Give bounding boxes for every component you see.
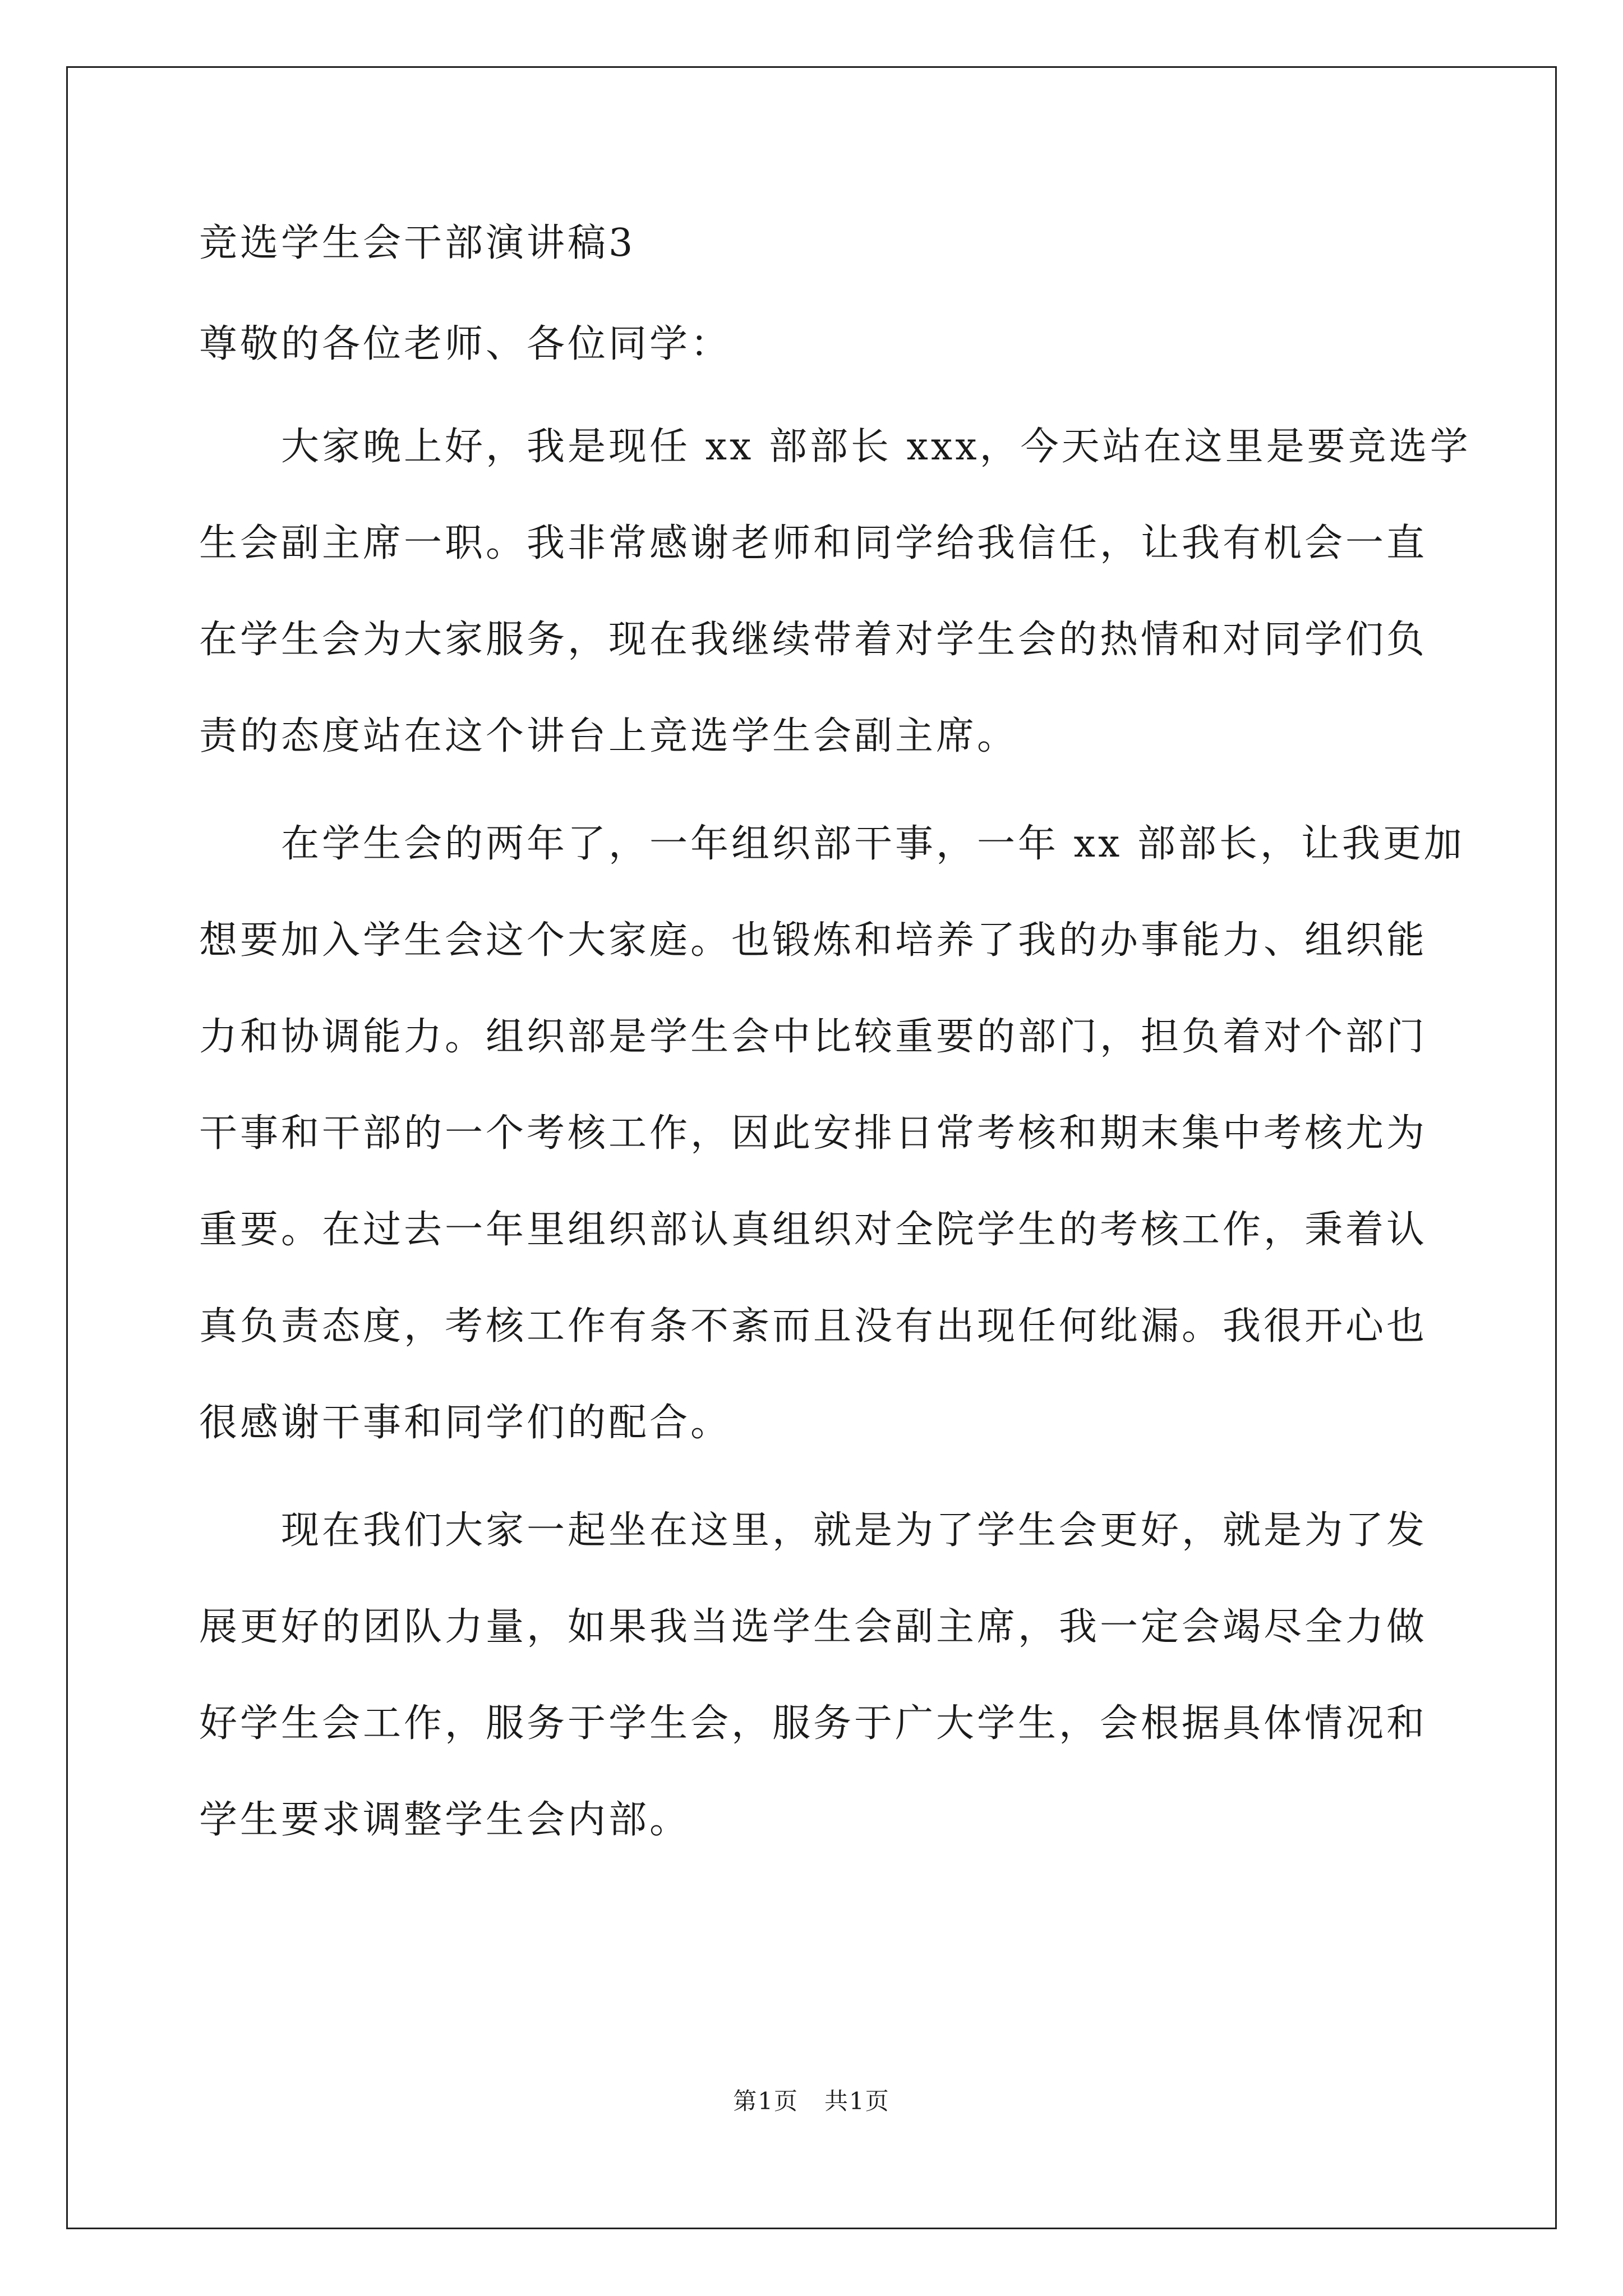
- paragraph-1: [199, 425, 1471, 758]
- document-body: [199, 221, 1471, 1898]
- paragraph-3: [199, 1508, 1428, 1842]
- paragraph-line: 现在我们大家一起坐在这里，就是为了学生会更好，就是为了发: [281, 1508, 1428, 1553]
- paragraph-line: 想要加入学生会这个大家庭。也锻炼和培养了我的办事能力、组织能: [199, 918, 1428, 963]
- salutation: 尊敬的各位老师、各位同学：: [199, 322, 732, 366]
- paragraph-line: 干事和干部的一个考核工作，因此安排日常考核和期末集中考核尤为: [199, 1111, 1428, 1156]
- paragraph-2: [199, 822, 1465, 1445]
- document-title: 竞选学生会干部演讲稿3: [199, 221, 636, 265]
- paragraph-line: 力和协调能力。组织部是学生会中比较重要的部门，担负着对个部门: [199, 1015, 1428, 1059]
- paragraph-line: 重要。在过去一年里组织部认真组织对全院学生的考核工作，秉着认: [199, 1208, 1428, 1252]
- paragraph-line: 在学生会为大家服务，现在我继续带着对学生会的热情和对同学们负: [199, 618, 1428, 662]
- paragraph-line: 生会副主席一职。我非常感谢老师和同学给我信任，让我有机会一直: [199, 521, 1428, 565]
- paragraph-line: 真负责态度，考核工作有条不紊而且没有出现任何纰漏。我很开心也: [199, 1304, 1428, 1349]
- paragraph-line: 责的态度站在这个讲台上竞选学生会副主席。: [199, 714, 1018, 758]
- page-footer: 第1页 共1页: [733, 2087, 890, 2115]
- paragraph-line: 大家晚上好，我是现任 xx 部部长 xxx，今天站在这里是要竞选学: [281, 425, 1471, 469]
- paragraph-line: 很感谢干事和同学们的配合。: [199, 1401, 732, 1445]
- paragraph-line: 好学生会工作，服务于学生会，服务于广大学生，会根据具体情况和: [199, 1701, 1428, 1746]
- paragraph-line: 展更好的团队力量，如果我当选学生会副主席，我一定会竭尽全力做: [199, 1605, 1428, 1649]
- paragraph-line: 学生要求调整学生会内部。: [199, 1798, 691, 1842]
- paragraph-line: 在学生会的两年了，一年组织部干事，一年 xx 部部长，让我更加: [281, 822, 1465, 866]
